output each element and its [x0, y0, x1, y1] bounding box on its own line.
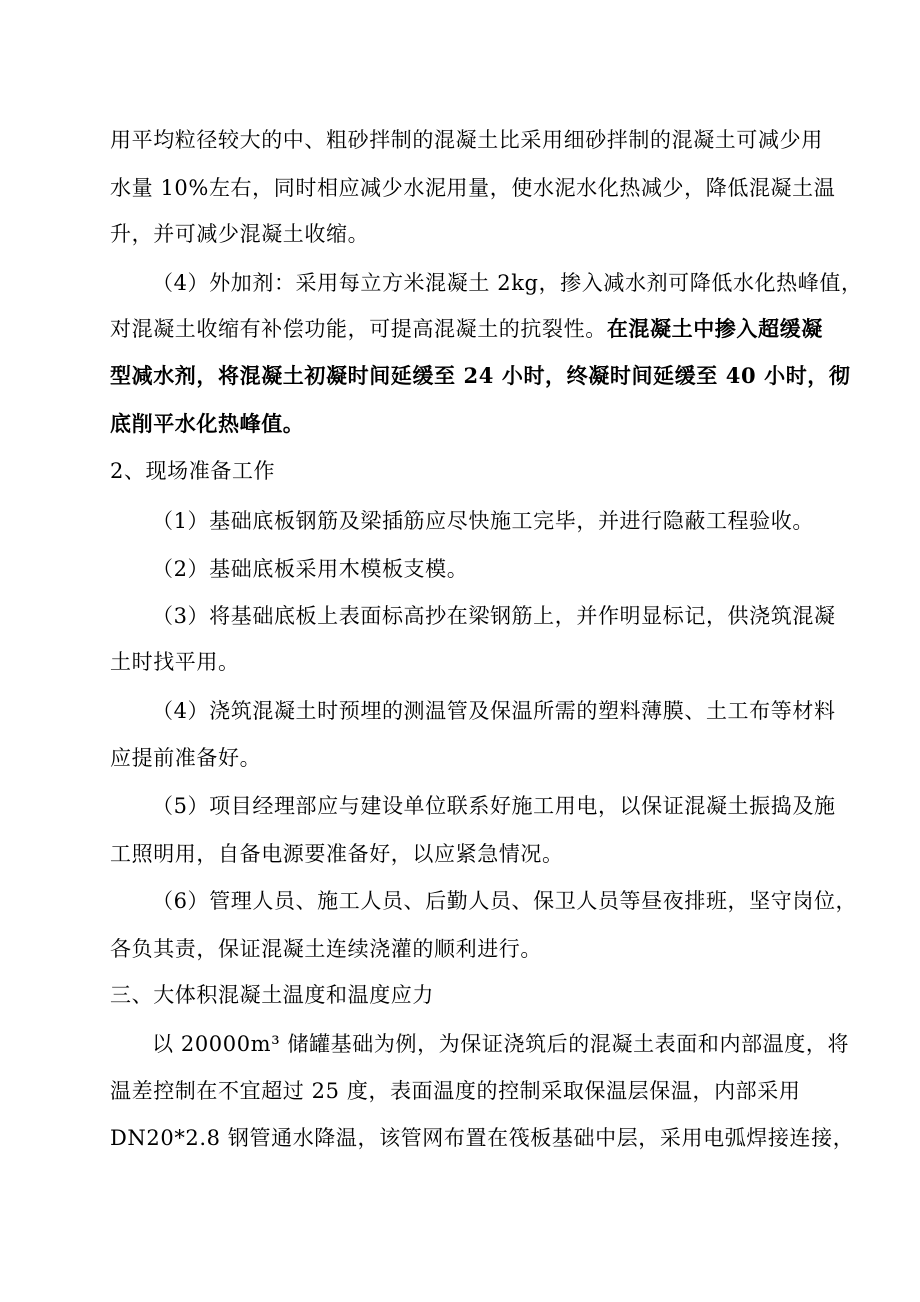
line-text: （2）基础底板采用木模板支模。	[152, 557, 469, 581]
list-item	[152, 886, 857, 916]
text-line	[110, 743, 261, 773]
text-line	[110, 1076, 800, 1106]
bold-emphasis-text: 底削平水化热峰值。	[110, 411, 305, 436]
line-text: DN20*2.8 钢管通水降温，该管网布置在筏板基础中层，采用电弧焊接连接，	[110, 1126, 855, 1150]
line-text: 用平均粒径较大的中、粗砂拌制的混凝土比采用细砂拌制的混凝土可减少用	[110, 128, 823, 152]
line-text: （1）基础底板钢筋及梁插筋应尽快施工完毕，并进行隐蔽工程验收。	[152, 509, 814, 533]
text-line	[110, 839, 564, 869]
text-line	[110, 647, 240, 677]
list-item	[152, 554, 468, 584]
line-text: 温差控制在不宜超过 25 度，表面温度的控制采取保温层保温，内部采用	[110, 1079, 801, 1103]
line-text: （3）将基础底板上表面标高抄在梁钢筋上，并作明显标记，供浇筑混凝	[152, 604, 836, 628]
line-text: 水量 10%左右，同时相应减少水泥用量，使水泥水化热减少，降低混凝土温	[110, 176, 836, 200]
paragraph-start-line	[152, 1029, 849, 1059]
text-line	[110, 1123, 854, 1153]
line-text: 各负其责，保证混凝土连续浇灌的顺利进行。	[110, 937, 542, 961]
text-line	[110, 361, 851, 391]
line-text: （6）管理人员、施工人员、后勤人员、保卫人员等昼夜排班，坚守岗位，	[152, 889, 858, 913]
line-text: 应提前准备好。	[110, 746, 262, 770]
list-item	[152, 601, 836, 631]
line-text: 升，并可减少混凝土收缩。	[110, 222, 370, 246]
list-item	[152, 506, 814, 536]
list-item	[152, 696, 836, 726]
line-text: （4）浇筑混凝土时预埋的测温管及保温所需的塑料薄膜、土工布等材料	[152, 699, 836, 723]
line-text: 土时找平用。	[110, 650, 240, 674]
line-text: 工照明用，自备电源要准备好，以应紧急情况。	[110, 842, 564, 866]
line-text: （5）项目经理部应与建设单位联系好施工用电，以保证混凝土振捣及施	[152, 794, 836, 818]
heading-text: 2、现场准备工作	[110, 459, 276, 483]
section-heading	[110, 456, 275, 486]
list-item	[152, 791, 836, 821]
line-text: 对混凝土收缩有补偿功能，可提高混凝土的抗裂性。	[110, 317, 607, 341]
text-line	[110, 173, 835, 203]
heading-text: 三、大体积混凝土温度和温度应力	[110, 983, 434, 1007]
bold-emphasis-text: 在混凝土中掺入超缓凝	[606, 316, 823, 341]
text-line	[110, 125, 823, 155]
text-line	[110, 219, 369, 249]
text-line	[110, 934, 542, 964]
line-text: 以 20000m³ 储罐基础为例，为保证浇筑后的混凝土表面和内部温度，将	[152, 1032, 850, 1056]
bold-emphasis-text: 型减水剂，将混凝土初凝时间延缓至 24 小时，终凝时间延缓至 40 小时，彻	[110, 363, 851, 388]
text-line	[110, 314, 823, 344]
paragraph-start-line	[152, 268, 863, 298]
text-line	[110, 409, 304, 439]
section-heading	[110, 980, 434, 1010]
line-text: （4）外加剂：采用每立方米混凝土 2kg，掺入减水剂可降低水化热峰值，	[152, 271, 863, 295]
